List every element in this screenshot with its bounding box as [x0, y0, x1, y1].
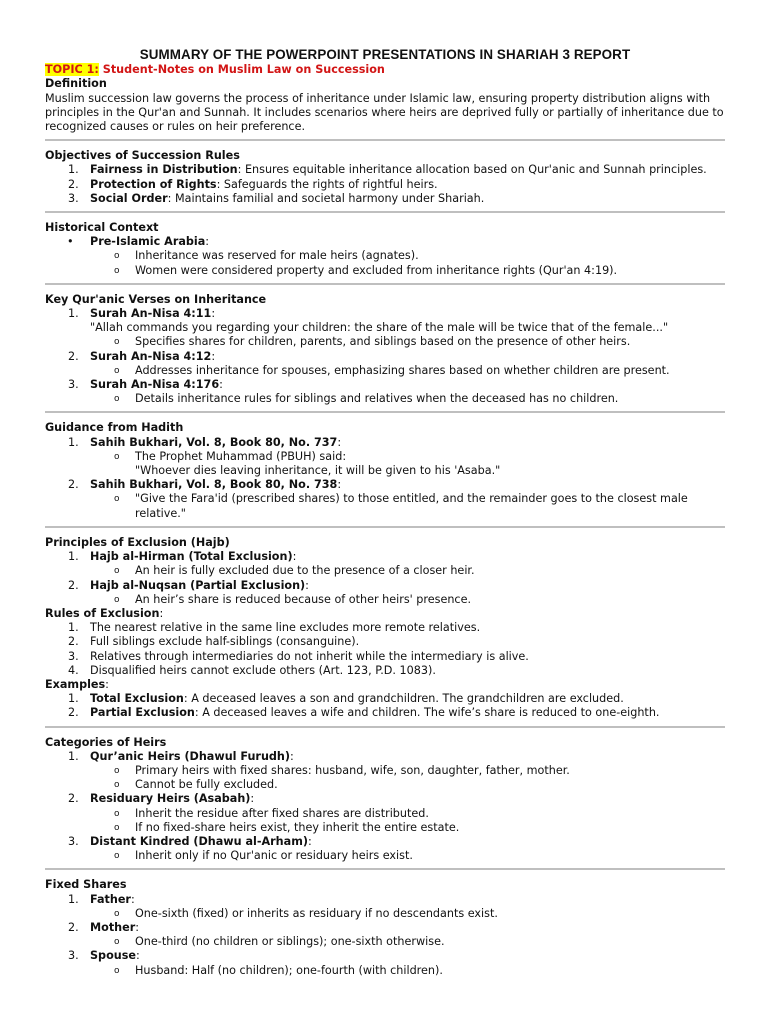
list-number: 2.	[68, 177, 79, 191]
item-text: :	[219, 378, 223, 392]
item-text: "Give the Fara'id (prescribed shares) to those entitled, and the remainder goes to the closest male relative."	[135, 492, 688, 520]
item-text: Inheritance was reserved for male heirs (agnates).	[135, 249, 419, 263]
list-item	[45, 706, 725, 720]
item-label: Pre-Islamic Arabia	[90, 235, 206, 249]
item-text: Specifies shares for children, parents, and siblings based on the presence of other heirs.	[135, 335, 631, 349]
sub-list-item	[45, 821, 725, 835]
rules-heading-label: Rules of Exclusion	[45, 606, 160, 620]
item-label: Total Exclusion	[90, 692, 184, 706]
item-text: :	[250, 792, 255, 806]
item-text: :	[305, 578, 309, 592]
item-text: :	[135, 920, 140, 934]
list-number: 1.	[68, 621, 79, 635]
item-text: : A deceased leaves a wife and children. The wife’s share is reduced to one-eighth.	[194, 706, 660, 720]
topic-heading	[45, 63, 725, 77]
verse-quote: "Allah commands you regarding your children: the share of the male will be twice that of the female..."	[90, 321, 669, 335]
list-number: 4.	[68, 663, 79, 677]
list-item	[45, 750, 725, 764]
circle-bullet-icon: o	[114, 394, 120, 405]
item-text: :	[307, 834, 312, 848]
circle-bullet-icon: o	[114, 594, 120, 605]
hadith-section	[45, 421, 725, 520]
sub-list-item	[45, 964, 725, 978]
rules-heading	[45, 607, 725, 621]
list-number: 2.	[68, 578, 79, 592]
sub-list-item	[45, 935, 725, 949]
list-item	[45, 921, 725, 935]
categories-heading: Categories of Heirs	[45, 735, 167, 749]
circle-bullet-icon: o	[114, 451, 120, 462]
sub-list-item	[45, 564, 725, 578]
item-label: Sahih Bukhari, Vol. 8, Book 80, No. 737	[90, 435, 338, 449]
item-text: :	[205, 235, 210, 249]
list-number: 1.	[68, 163, 79, 177]
circle-bullet-icon: o	[114, 908, 120, 919]
sub-list-item	[45, 450, 725, 464]
circle-bullet-icon: o	[114, 780, 120, 791]
exclusion-heading: Principles of Exclusion (Hajb)	[45, 535, 230, 549]
item-text: The nearest relative in the same line excludes more remote relatives.	[90, 621, 481, 635]
list-number: 2.	[68, 706, 79, 720]
document-title: SUMMARY OF THE POWERPOINT PRESENTATIONS IN SHARIAH 3 REPORT	[139, 47, 631, 62]
circle-bullet-icon: o	[114, 566, 120, 577]
objectives-heading: Objectives of Succession Rules	[45, 149, 240, 163]
item-text: :	[337, 435, 342, 449]
item-text: The Prophet Muhammad (PBUH) said:	[135, 449, 347, 463]
list-number: 1.	[68, 550, 79, 564]
historical-section	[45, 221, 725, 278]
bullet-icon: •	[67, 235, 74, 249]
item-text: Cannot be fully excluded.	[135, 778, 278, 792]
circle-bullet-icon: o	[114, 251, 120, 262]
list-item	[45, 235, 725, 249]
item-text: :	[211, 307, 216, 321]
item-text: : A deceased leaves a son and grandchildren. The grandchildren are excluded.	[183, 692, 624, 706]
list-item	[45, 664, 725, 678]
list-number: 2.	[68, 349, 79, 363]
list-number: 3.	[68, 191, 79, 205]
circle-bullet-icon: o	[114, 765, 120, 776]
item-text: :	[135, 949, 140, 963]
definition-heading: Definition	[45, 77, 107, 91]
item-label: Sahih Bukhari, Vol. 8, Book 80, No. 738	[90, 478, 338, 492]
item-label: Hajb al-Hirman (Total Exclusion)	[90, 550, 293, 564]
item-text: :	[337, 478, 342, 492]
item-text: Inherit the residue after fixed shares are distributed.	[135, 806, 429, 820]
circle-bullet-icon: o	[114, 265, 120, 276]
list-number: 3.	[68, 834, 79, 848]
item-text: Relatives through intermediaries do not inherit while the intermediary is alive.	[90, 649, 529, 663]
item-label: Partial Exclusion	[90, 706, 195, 720]
sub-list-item	[45, 392, 725, 406]
list-item	[45, 163, 725, 177]
rules-heading-colon: :	[159, 606, 164, 620]
hadith-heading: Guidance from Hadith	[45, 421, 184, 435]
item-label: Residuary Heirs (Asabah)	[90, 792, 251, 806]
sub-list-item	[45, 335, 725, 349]
sub-list-item	[45, 492, 725, 520]
item-label: Surah An-Nisa 4:11	[90, 307, 212, 321]
circle-bullet-icon: o	[114, 851, 120, 862]
sub-list-item	[45, 364, 725, 378]
item-text: Full siblings exclude half-siblings (consanguine).	[90, 635, 360, 649]
item-label: Father	[90, 892, 131, 906]
list-item	[45, 478, 725, 492]
sub-list-item	[45, 249, 725, 263]
item-text: An heir’s share is reduced because of other heirs' presence.	[135, 592, 472, 606]
list-number: 3.	[68, 378, 79, 392]
historical-heading: Historical Context	[45, 221, 159, 235]
list-item	[45, 635, 725, 649]
item-label: Distant Kindred (Dhawu al-Arham)	[90, 834, 308, 848]
item-text: Details inheritance rules for siblings and relatives when the deceased has no children.	[135, 392, 619, 406]
verses-heading: Key Qur'anic Verses on Inheritance	[45, 292, 267, 306]
list-number: 3.	[68, 949, 79, 963]
sub-list-item	[45, 778, 725, 792]
definition-section	[45, 77, 725, 134]
item-label: Fairness in Distribution	[90, 163, 238, 177]
item-text: : Maintains familial and societal harmony under Shariah.	[167, 191, 485, 205]
section-divider	[45, 283, 725, 285]
fixed-shares-heading: Fixed Shares	[45, 878, 127, 892]
item-text: Inherit only if no Qur'anic or residuary heirs exist.	[135, 849, 413, 863]
examples-heading	[45, 678, 725, 692]
item-text: Addresses inheritance for spouses, emphasizing shares based on whether children are present.	[135, 363, 670, 377]
item-text: Women were considered property and excluded from inheritance rights (Qur'an 4:19).	[135, 263, 618, 277]
section-divider	[45, 411, 725, 413]
item-text: :	[211, 349, 216, 363]
hadith-quote: "Whoever dies leaving inheritance, it will be given to his 'Asaba."	[135, 464, 501, 478]
item-label: Qur’anic Heirs (Dhawul Furudh)	[90, 749, 291, 763]
fixed-shares-section	[45, 878, 725, 977]
item-label: Social Order	[90, 191, 168, 205]
categories-section	[45, 736, 725, 864]
item-text: Primary heirs with fixed shares: husband, wife, son, daughter, father, mother.	[135, 763, 570, 777]
list-item	[45, 178, 725, 192]
sub-list-item	[45, 907, 725, 921]
circle-bullet-icon: o	[114, 937, 120, 948]
list-number: 1.	[68, 892, 79, 906]
item-text: One-third (no children or siblings); one-sixth otherwise.	[135, 935, 445, 949]
item-text: :	[292, 550, 297, 564]
topic-tag-highlight: TOPIC 1:	[45, 63, 99, 77]
item-label: Spouse	[90, 949, 136, 963]
list-number: 2.	[68, 920, 79, 934]
section-divider	[45, 211, 725, 213]
item-label: Protection of Rights	[90, 177, 217, 191]
item-label: Surah An-Nisa 4:176	[90, 378, 220, 392]
list-item	[45, 949, 725, 963]
circle-bullet-icon: o	[114, 965, 120, 976]
list-number: 2.	[68, 635, 79, 649]
list-number: 1.	[68, 307, 79, 321]
list-item	[45, 650, 725, 664]
item-text: :	[290, 749, 294, 763]
sub-list-item	[45, 593, 725, 607]
item-text: : Safeguards the rights of rightful heirs.	[216, 177, 438, 191]
circle-bullet-icon: o	[114, 822, 120, 833]
topic-title: Student-Notes on Muslim Law on Succession	[98, 63, 385, 77]
item-text: One-sixth (fixed) or inherits as residuary if no descendants exist.	[135, 906, 498, 920]
exclusion-section	[45, 536, 725, 721]
examples-heading-label: Examples	[45, 677, 106, 691]
section-divider	[45, 526, 725, 528]
list-number: 3.	[68, 649, 79, 663]
circle-bullet-icon: o	[114, 494, 120, 505]
list-item	[45, 579, 725, 593]
sub-list-item	[45, 764, 725, 778]
item-text: Husband: Half (no children); one-fourth (with children).	[135, 963, 443, 977]
list-item	[45, 893, 725, 907]
list-item	[45, 835, 725, 849]
list-item	[45, 436, 725, 450]
item-label: Surah An-Nisa 4:12	[90, 349, 212, 363]
list-number: 2.	[68, 792, 79, 806]
sub-list-item	[45, 849, 725, 863]
list-item	[45, 307, 725, 321]
circle-bullet-icon: o	[114, 808, 120, 819]
item-label: Hajb al-Nuqsan (Partial Exclusion)	[90, 578, 306, 592]
list-item	[45, 692, 725, 706]
list-number: 2.	[68, 478, 79, 492]
sub-list-item	[45, 807, 725, 821]
objectives-section	[45, 149, 725, 206]
item-text: An heir is fully excluded due to the presence of a closer heir.	[135, 564, 475, 578]
verses-section	[45, 293, 725, 407]
list-item	[45, 550, 725, 564]
section-divider	[45, 139, 725, 141]
item-text: Disqualified heirs cannot exclude others (Art. 123, P.D. 1083).	[90, 663, 436, 677]
sub-list-item	[45, 264, 725, 278]
list-number: 1.	[68, 749, 79, 763]
list-item	[45, 192, 725, 206]
item-text: If no fixed-share heirs exist, they inherit the entire estate.	[135, 820, 460, 834]
document-page	[45, 48, 725, 978]
list-item	[45, 378, 725, 392]
list-number: 1.	[68, 692, 79, 706]
examples-heading-colon: :	[105, 677, 109, 691]
item-label: Mother	[90, 920, 136, 934]
list-number: 1.	[68, 435, 79, 449]
list-item	[45, 350, 725, 364]
circle-bullet-icon: o	[114, 337, 120, 348]
section-divider	[45, 726, 725, 728]
list-item	[45, 621, 725, 635]
circle-bullet-icon: o	[114, 365, 120, 376]
list-item	[45, 792, 725, 806]
item-text: :	[130, 892, 135, 906]
section-divider	[45, 868, 725, 870]
definition-text: Muslim succession law governs the process of inheritance under Islamic law, ensuring property distribution aligns with principles in the Qur'an and Sunnah. It includes scenarios where heirs are deprived fully or partially of inheritance due to recognized causes or rules on heir preference.	[45, 91, 724, 134]
item-text: : Ensures equitable inheritance allocation based on Qur'anic and Sunnah principles.	[237, 163, 707, 177]
